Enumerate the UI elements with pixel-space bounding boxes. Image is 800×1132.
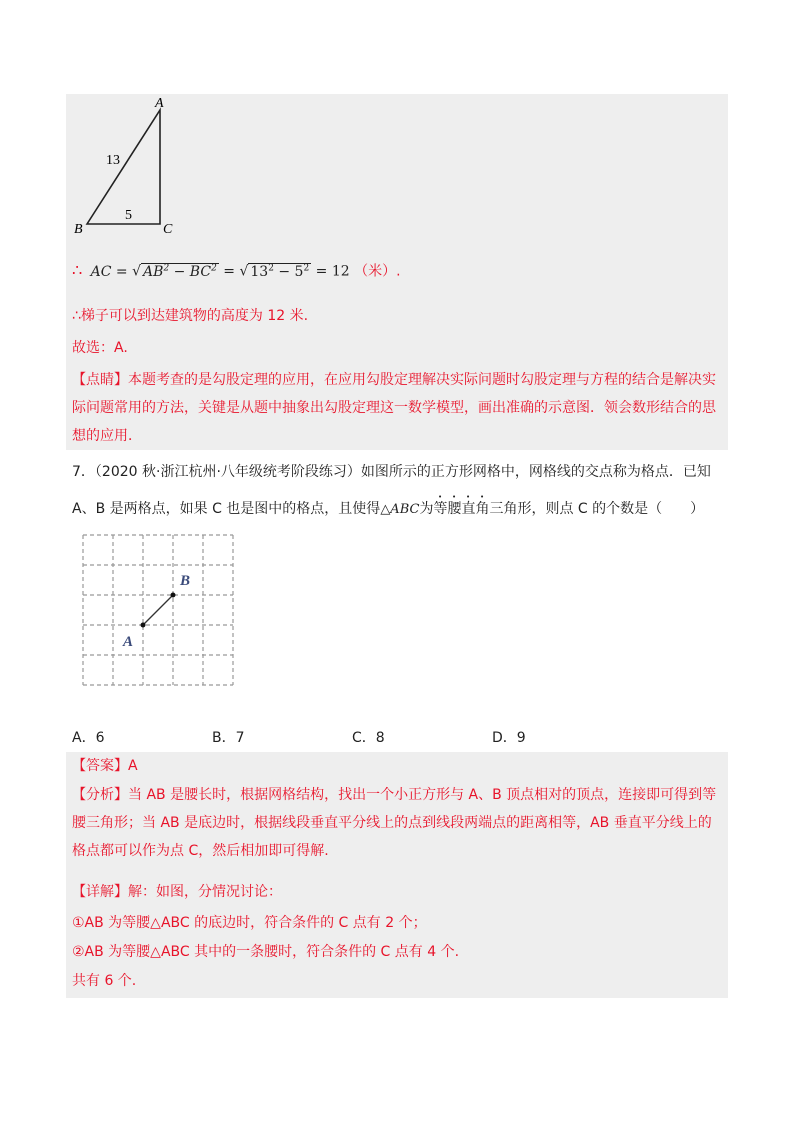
detail-case-1: ①AB 为等腰△ABC 的底边时，符合条件的 C 点有 2 个； bbox=[72, 915, 427, 931]
point-b-label: B bbox=[180, 573, 191, 589]
question-text-2c: 三角形，则点 C 的个数是（ ） bbox=[489, 501, 705, 517]
detail-line bbox=[72, 882, 282, 902]
triangle-shape bbox=[87, 110, 160, 224]
answer-tag: 【答案】 bbox=[72, 758, 128, 774]
emphasized-text: 等腰直角 bbox=[433, 501, 490, 517]
option-d: D．9 bbox=[492, 730, 526, 746]
formula-radical-1: $AB^2 - BC^2$ bbox=[143, 263, 217, 280]
formula-radical-2: $13^2 - 5^2$ bbox=[250, 263, 310, 280]
triangle-abc-symbol: △ABC bbox=[380, 502, 420, 517]
detail-case-2: ②AB 为等腰△ABC 其中的一条腰时，符合条件的 C 点有 4 个. bbox=[72, 944, 460, 960]
question-text-2b: 为 bbox=[419, 501, 434, 517]
therefore-symbol: ∴ bbox=[72, 260, 83, 280]
question-7-line-1 bbox=[72, 462, 711, 482]
detail-total: 共有 6 个. bbox=[72, 973, 137, 989]
option-a: A．6 bbox=[72, 730, 105, 746]
choice-line: 故选：A. bbox=[72, 340, 128, 356]
answer-value: A bbox=[128, 758, 138, 774]
formula-result: = 12 bbox=[315, 263, 350, 280]
question-number: 7． bbox=[72, 464, 95, 480]
point-b bbox=[171, 593, 176, 598]
analysis-text: 当 AB 是腰长时，根据网格结构，找出一个小正方形与 A、B 顶点相对的顶点，连接即可得到等腰三角形；当 AB 是底边时，根据线段垂直平分线上的点到线段两端点的距离相等，AB 垂直平分线上的格点都可以作为点 C，然后相加即可得解. bbox=[72, 787, 717, 859]
detail-tag: 【详解】 bbox=[72, 884, 128, 900]
vertex-a-label: A bbox=[155, 96, 164, 111]
conclusion-line: ∴梯子可以到达建筑物的高度为 12 米. bbox=[72, 308, 309, 324]
question-text-2a: A、B 是两格点，如果 C 也是图中的格点，且使得 bbox=[72, 501, 381, 517]
question-7-line-2 bbox=[72, 493, 704, 520]
analysis-paragraph bbox=[72, 781, 722, 865]
answer-line bbox=[72, 756, 138, 776]
base-label: 5 bbox=[125, 208, 132, 223]
formula-unit: （米）. bbox=[354, 263, 401, 280]
segment-ab bbox=[143, 595, 173, 625]
option-c: C．8 bbox=[352, 730, 385, 746]
analysis-tag: 【分析】 bbox=[72, 787, 128, 803]
option-b: B．7 bbox=[212, 730, 245, 746]
comment-tag: 【点睛】 bbox=[72, 372, 128, 388]
question-text-1: 如图所示的正方形网格中，网格线的交点称为格点．已知 bbox=[360, 464, 711, 480]
formula-line: ∴ AC = √ $AB^2 - BC^2$ = √ $13^2 - 5^2 = 12$ （米）. bbox=[72, 260, 401, 280]
point-a bbox=[141, 623, 146, 628]
formula-eq-1: = bbox=[223, 263, 235, 280]
question-source: （2020 秋·浙江杭州·八年级统考阶段练习） bbox=[94, 464, 361, 480]
grid-figure bbox=[80, 532, 240, 688]
vertex-b-label: B bbox=[74, 222, 83, 236]
detail-intro: 解：如图，分情况讨论： bbox=[128, 884, 282, 900]
vertex-c-label: C bbox=[163, 222, 173, 236]
point-a-label: A bbox=[123, 634, 134, 650]
formula-lhs: AC = bbox=[90, 263, 128, 280]
hypotenuse-label: 13 bbox=[106, 153, 120, 168]
right-triangle-figure bbox=[72, 94, 184, 236]
comment-paragraph bbox=[72, 366, 722, 450]
comment-text: 本题考查的是勾股定理的应用，在应用勾股定理解决实际问题时勾股定理与方程的结合是解决实际问题常用的方法，关键是从题中抽象出勾股定理这一数学模型，画出准确的示意图．领会数形结合的思想的应用． bbox=[72, 372, 716, 444]
